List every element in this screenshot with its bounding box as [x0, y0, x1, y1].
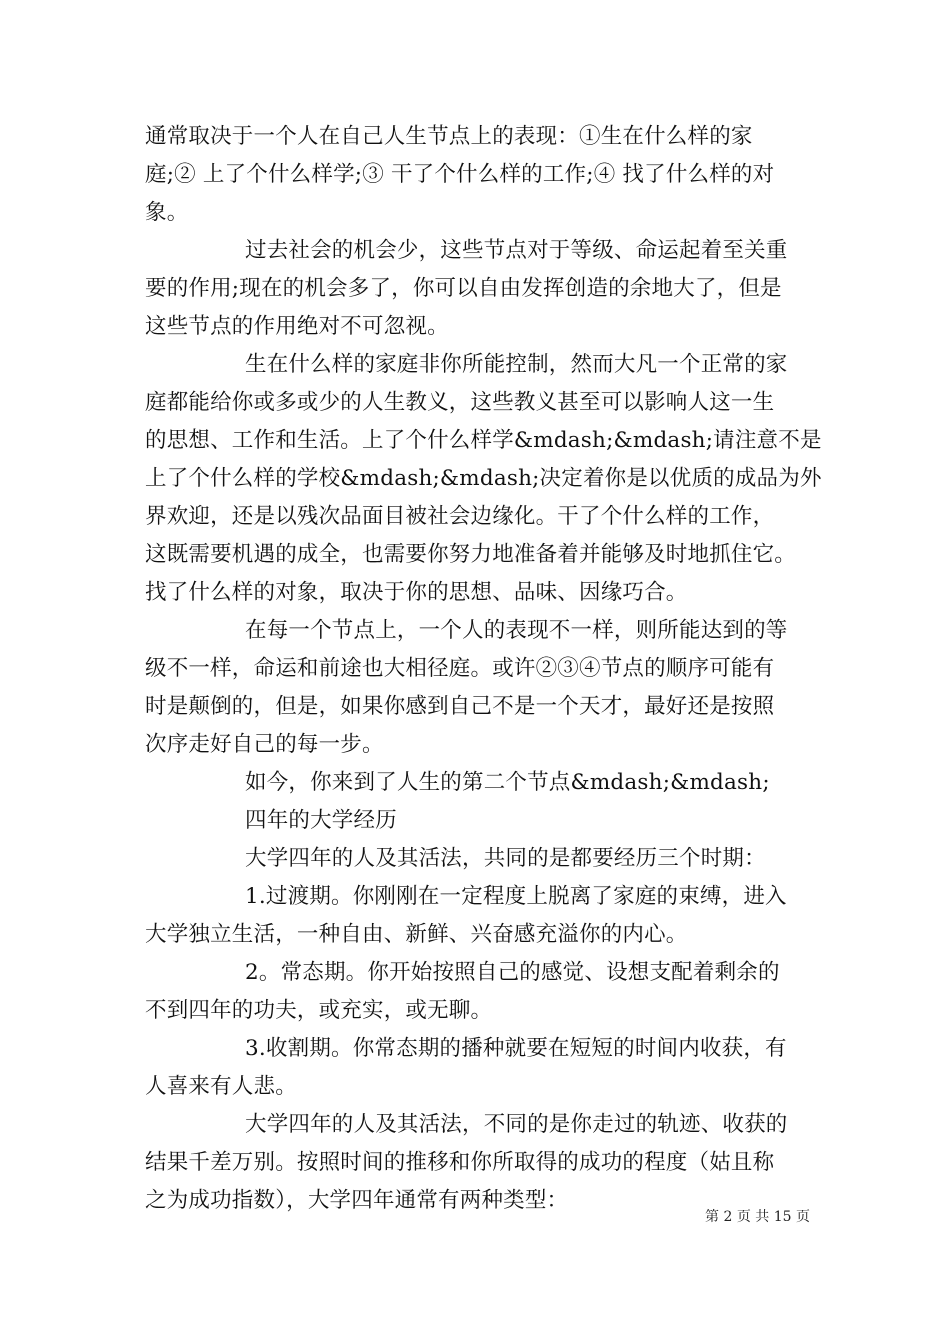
text-line: 象。	[145, 200, 189, 225]
text-line: 这既需要机遇的成全，也需要你努力地准备着并能够及时地抓住它。	[145, 542, 797, 567]
text-line: 的思想、工作和生活。上了个什么样学&mdash;&mdash;请注意不是	[145, 428, 822, 453]
paragraph-first-line: 大学四年的人及其活法，不同的是你走过的轨迹、收获的	[245, 1112, 788, 1137]
text-line: 庭;② 上了个什么样学;③ 干了个什么样的工作;④ 找了什么样的对	[145, 162, 775, 187]
text-line: 这些节点的作用绝对不可忽视。	[145, 314, 449, 339]
text-line: 人喜来有人悲。	[145, 1074, 297, 1099]
text-line: 通常取决于一个人在自己人生节点上的表现：①生在什么样的家	[145, 124, 753, 149]
text-line: 之为成功指数），大学四年通常有两种类型：	[145, 1188, 569, 1213]
text-line: 上了个什么样的学校&mdash;&mdash;决定着你是以优质的成品为外	[145, 466, 822, 491]
list-item-first-line: 3.收割期。你常态期的播种就要在短短的时间内收获，有	[245, 1036, 787, 1061]
paragraph-first-line: 如今，你来到了人生的第二个节点&mdash;&mdash;	[245, 770, 770, 795]
list-item-first-line: 1.过渡期。你刚刚在一定程度上脱离了家庭的束缚，进入	[245, 884, 787, 909]
paragraph-first-line: 过去社会的机会少，这些节点对于等级、命运起着至关重	[245, 238, 788, 263]
text-line: 界欢迎，还是以残次品面目被社会边缘化。干了个什么样的工作，	[145, 504, 775, 529]
paragraph-first-line: 在每一个节点上，一个人的表现不一样，则所能达到的等	[245, 618, 788, 643]
list-item-first-line: 2。常态期。你开始按照自己的感觉、设想支配着剩余的	[245, 960, 780, 985]
text-line: 庭都能给你或多或少的人生教义，这些教义甚至可以影响人这一生	[145, 390, 775, 415]
page-number-footer: 第 2 页 共 15 页	[705, 1209, 810, 1225]
paragraph-first-line: 大学四年的人及其活法，共同的是都要经历三个时期：	[245, 846, 766, 871]
text-line: 找了什么样的对象，取决于你的思想、品味、因缘巧合。	[145, 580, 688, 605]
text-line: 大学独立生活，一种自由、新鲜、兴奋感充溢你的内心。	[145, 922, 688, 947]
text-line: 结果千差万别。按照时间的推移和你所取得的成功的程度（姑且称	[145, 1150, 775, 1175]
text-line: 时是颠倒的，但是，如果你感到自己不是一个天才，最好还是按照	[145, 694, 775, 719]
text-line: 不到四年的功夫，或充实，或无聊。	[145, 998, 493, 1023]
paragraph-first-line: 生在什么样的家庭非你所能控制，然而大凡一个正常的家	[245, 352, 788, 377]
section-heading: 四年的大学经历	[245, 808, 397, 833]
text-line: 级不一样，命运和前途也大相径庭。或许②③④节点的顺序可能有	[145, 656, 775, 681]
text-line: 要的作用;现在的机会多了，你可以自由发挥创造的余地大了，但是	[145, 276, 782, 301]
text-line: 次序走好自己的每一步。	[145, 732, 384, 757]
